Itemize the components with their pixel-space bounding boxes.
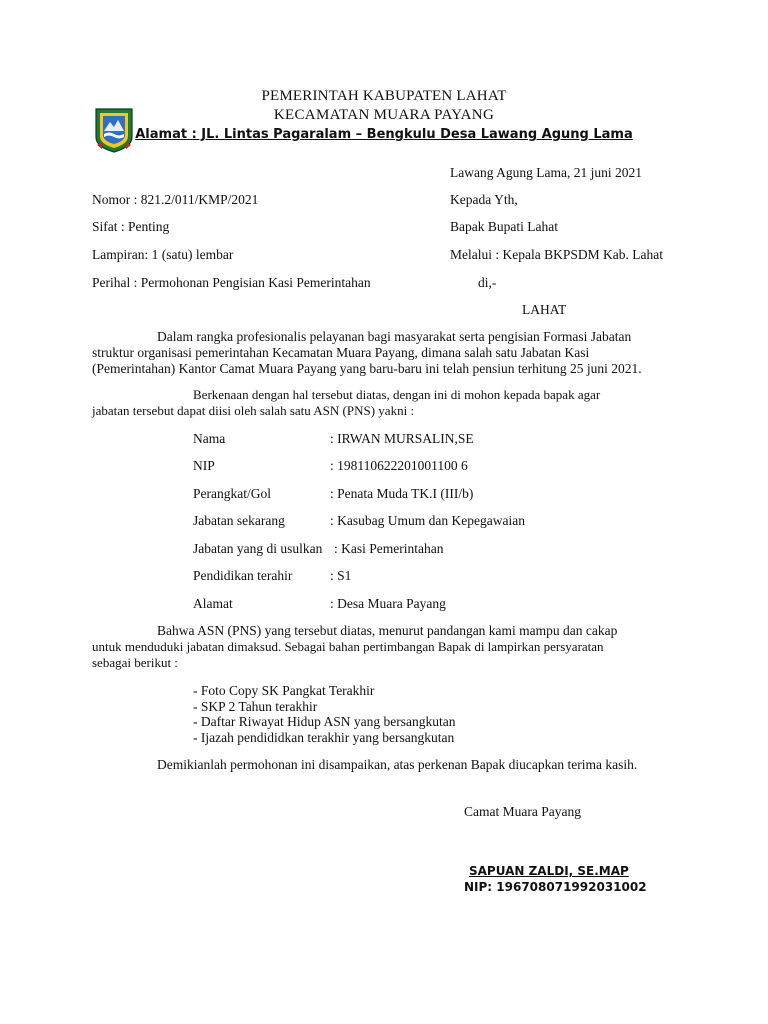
- paragraph-1-line-3: (Pemerintahan) Kantor Camat Muara Payang yang baru-baru ini telah pensiun terhitung 25 juni 2021.: [92, 361, 642, 376]
- letterhead-address: [0, 127, 768, 142]
- requirement-item: - Ijazah pendididkan terakhir yang bersangkutan: [193, 730, 455, 745]
- requirement-item: - Daftar Riwayat Hidup ASN yang bersangkutan: [193, 714, 456, 729]
- requirement-item: - SKP 2 Tahun terakhir: [193, 699, 318, 714]
- recipient-greeting: Kepada Yth,: [450, 192, 518, 207]
- letter-subject: Perihal : Permohonan Pengisian Kasi Pemerintahan: [92, 275, 371, 290]
- candidate-nip-label: NIP: [193, 458, 215, 473]
- letter-number: Nomor : 821.2/011/KMP/2021: [92, 192, 259, 207]
- recipient-name: Bapak Bupati Lahat: [450, 219, 558, 234]
- paragraph-3-line-2: untuk menduduki jabatan dimaksud. Sebagai bahan pertimbangan Bapak di lampirkan persyaratan: [92, 639, 604, 654]
- candidate-rank-value: : Penata Muda TK.I (III/b): [330, 486, 474, 501]
- recipient-city: LAHAT: [522, 302, 567, 317]
- recipient-via: Melalui : Kepala BKPSDM Kab. Lahat: [450, 247, 663, 262]
- signatory-title: Camat Muara Payang: [464, 804, 581, 819]
- paragraph-3-line-3: sebagai berikut :: [92, 655, 178, 670]
- candidate-nip-value: : 198110622201001100 6: [330, 458, 468, 473]
- letterhead-address-text: Alamat : JL. Lintas Pagaralam – Bengkulu Desa Lawang Agung Lama: [135, 127, 633, 142]
- letter-date: Lawang Agung Lama, 21 juni 2021: [450, 165, 642, 180]
- paragraph-3-line-1: Bahwa ASN (PNS) yang tersebut diatas, menurut pandangan kami mampu dan cakap: [157, 623, 618, 638]
- candidate-proposed-position-label: Jabatan yang di usulkan: [193, 541, 323, 556]
- letter-nature: Sifat : Penting: [92, 219, 170, 234]
- candidate-education-value: : S1: [330, 568, 352, 583]
- candidate-name-label: Nama: [193, 431, 226, 446]
- signatory-name: SAPUAN ZALDI, SE.MAP: [469, 864, 629, 878]
- candidate-address-label: Alamat: [193, 596, 233, 611]
- candidate-education-label: Pendidikan terahir: [193, 568, 293, 583]
- signatory-nip: NIP: 196708071992031002: [464, 880, 647, 894]
- recipient-di: di,-: [478, 275, 497, 290]
- candidate-name-value: : IRWAN MURSALIN,SE: [330, 431, 474, 446]
- candidate-address-value: : Desa Muara Payang: [330, 596, 446, 611]
- candidate-current-position-label: Jabatan sekarang: [193, 513, 285, 528]
- candidate-rank-label: Perangkat/Gol: [193, 486, 271, 501]
- candidate-proposed-position-value: : Kasi Pemerintahan: [334, 541, 444, 556]
- paragraph-1-line-2: struktur organisasi pemerintahan Kecamatan Muara Payang, dimana salah satu Jabatan Kasi: [92, 345, 590, 360]
- letterhead-district-name: KECAMATAN MUARA PAYANG: [273, 107, 495, 123]
- paragraph-1-line-1: Dalam rangka profesionalis pelayanan bagi masyarakat serta pengisian Formasi Jabatan: [157, 329, 632, 344]
- requirement-item: - Foto Copy SK Pangkat Terakhir: [193, 683, 375, 698]
- letterhead-government-name: PEMERINTAH KABUPATEN LAHAT: [261, 88, 507, 104]
- paragraph-2-line-2: jabatan tersebut dapat diisi oleh salah satu ASN (PNS) yakni :: [92, 403, 415, 418]
- paragraph-2-line-1: Berkenaan dengan hal tersebut diatas, dengan ini di mohon kepada bapak agar: [193, 387, 601, 402]
- letter-attachment: Lampiran: 1 (satu) lembar: [92, 247, 234, 262]
- candidate-current-position-value: : Kasubag Umum dan Kepegawaian: [330, 513, 525, 528]
- closing-sentence: Demikianlah permohonan ini disampaikan, atas perkenan Bapak diucapkan terima kasih.: [157, 757, 638, 772]
